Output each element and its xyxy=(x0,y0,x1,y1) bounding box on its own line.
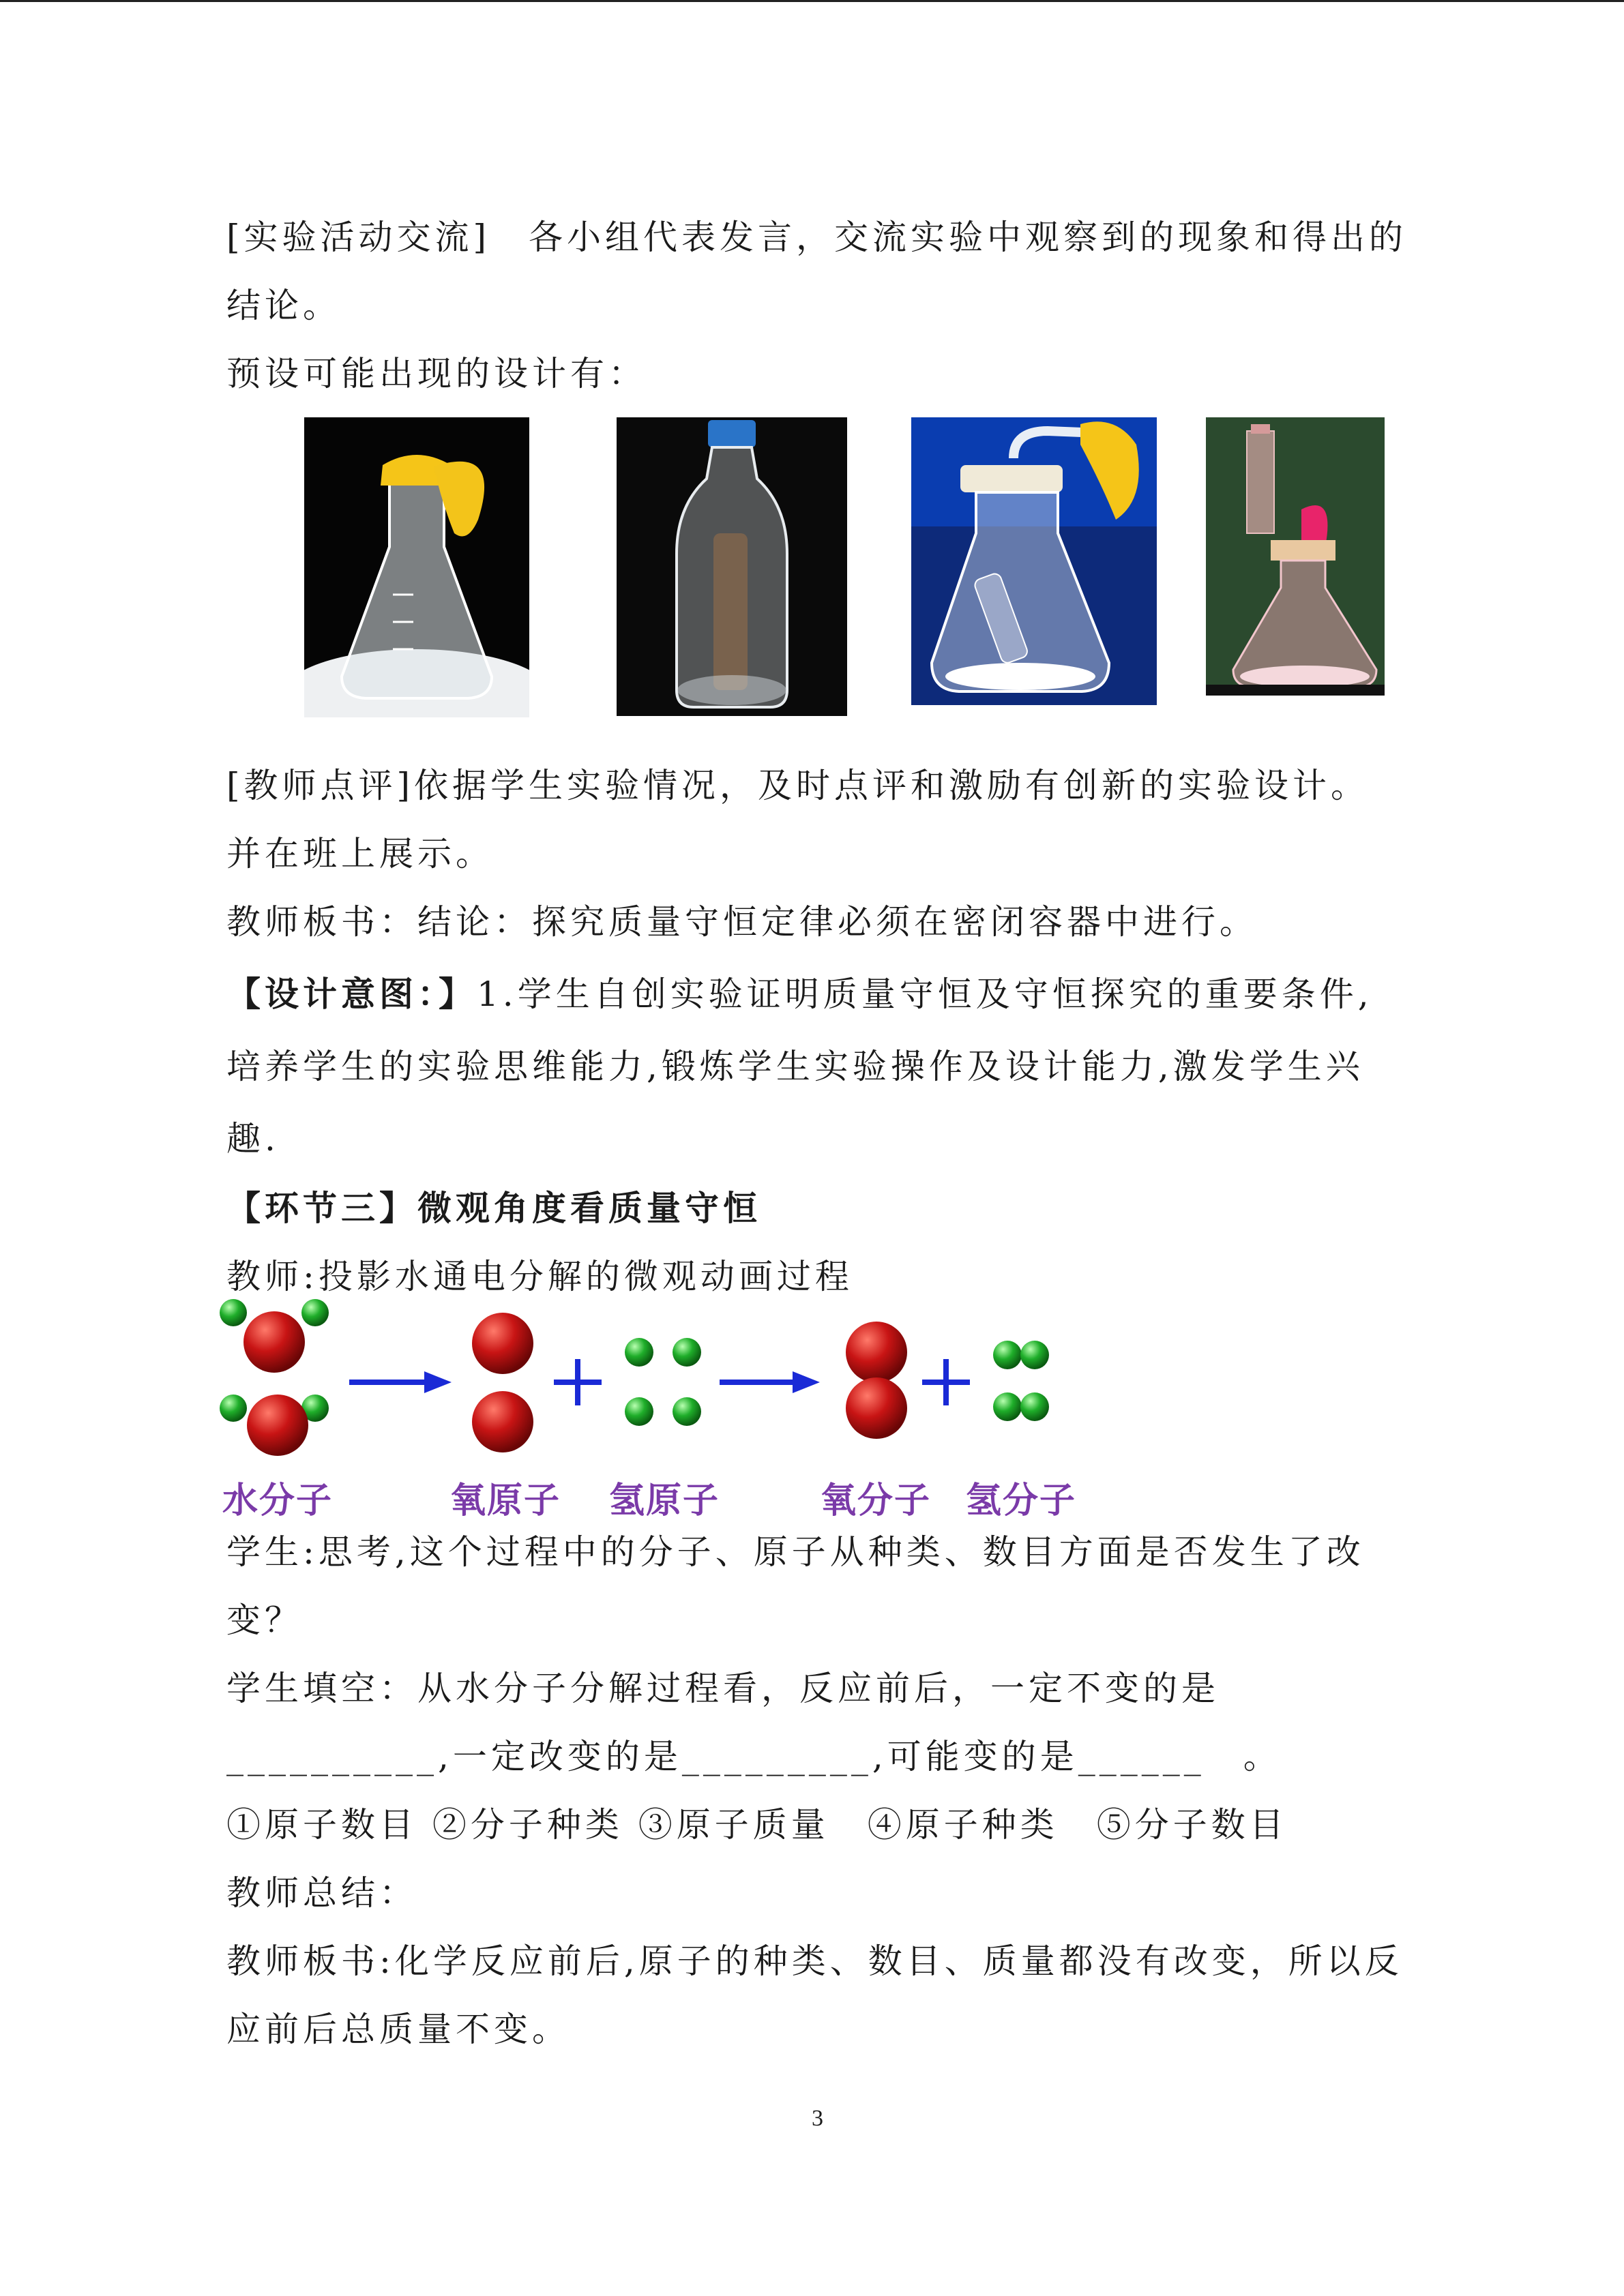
design-intent-label: 【设计意图：】 xyxy=(226,974,477,1014)
student-think-line2: 变？ xyxy=(226,1600,303,1640)
design-intent-line2: 培养学生的实验思维能力,锻炼学生实验操作及设计能力,激发学生兴 xyxy=(226,1047,1364,1086)
oxygen-molecule-icon xyxy=(846,1322,907,1439)
arrow-icon xyxy=(349,1371,452,1393)
page-number: 3 xyxy=(812,2106,823,2131)
exchange-paragraph-line2: 结论。 xyxy=(226,286,341,325)
preset-designs-text: 预设可能出现的设计有： xyxy=(226,354,647,393)
water-molecule-label: 水分子 xyxy=(222,1480,334,1521)
design-intent-line3: 趣. xyxy=(226,1119,280,1159)
student-think-line1: 学生:思考,这个过程中的分子、原子从种类、数目方面是否发生了改 xyxy=(226,1532,1365,1572)
hydrogen-atoms-icon xyxy=(625,1338,701,1426)
hydrogen-molecule-label: 氢分子 xyxy=(966,1480,1077,1521)
oxygen-atoms-icon xyxy=(472,1313,533,1452)
section-heading: 【环节三】微观角度看质量守恒 xyxy=(226,1188,761,1228)
plus-icon xyxy=(922,1359,970,1405)
answer-options: ①原子数目 ②分子种类 ③原子质量 ④原子种类 ⑤分子数目 xyxy=(226,1805,1288,1845)
teacher-animation-text: 教师:投影水通电分解的微观动画过程 xyxy=(226,1257,853,1296)
hydrogen-atom-label: 氢原子 xyxy=(609,1480,720,1521)
oxygen-molecule-label: 氧分子 xyxy=(821,1480,932,1521)
board-summary-line2: 应前后总质量不变。 xyxy=(226,2010,570,2049)
board-summary-line1: 教师板书:化学反应前后,原子的种类、数目、质量都没有改变，所以反 xyxy=(226,1941,1403,1981)
exchange-paragraph-line1: [实验活动交流] 各小组代表发言，交流实验中观察到的现象和得出的 xyxy=(226,218,1408,257)
flask-syringe-balloon-photo xyxy=(1206,417,1385,696)
oxygen-atom-label: 氧原子 xyxy=(450,1480,561,1521)
arrow-icon xyxy=(720,1371,820,1393)
top-border xyxy=(0,0,1624,2)
fill-blank-line1: 学生填空：从水分子分解过程看，反应前后，一定不变的是 xyxy=(226,1669,1220,1708)
class-display-text: 并在班上展示。 xyxy=(226,834,494,874)
hydrogen-molecule-icon xyxy=(993,1341,1049,1421)
design-intent-line1 xyxy=(226,974,1373,1015)
water-molecule-icon xyxy=(220,1299,329,1456)
water-electrolysis-figure xyxy=(220,1299,1079,1463)
design-intent-text: 1.学生自创实验证明质量守恒及守恒探究的重要条件, xyxy=(477,974,1373,1014)
plastic-bottle-photo xyxy=(617,417,847,716)
teacher-summary-label: 教师总结： xyxy=(226,1873,417,1913)
fill-blank-line2: __________,一定改变的是_________,可能变的是______ 。 xyxy=(226,1737,1282,1776)
board-conclusion-text: 教师板书：结论：探究质量守恒定律必须在密闭容器中进行。 xyxy=(226,902,1258,942)
plus-icon xyxy=(554,1359,602,1405)
teacher-comment-text: [教师点评]依据学生实验情况，及时点评和激励有创新的实验设计。 xyxy=(226,766,1370,805)
flask-tube-balloon-photo xyxy=(911,417,1157,705)
flask-balloon-photo xyxy=(304,417,529,717)
